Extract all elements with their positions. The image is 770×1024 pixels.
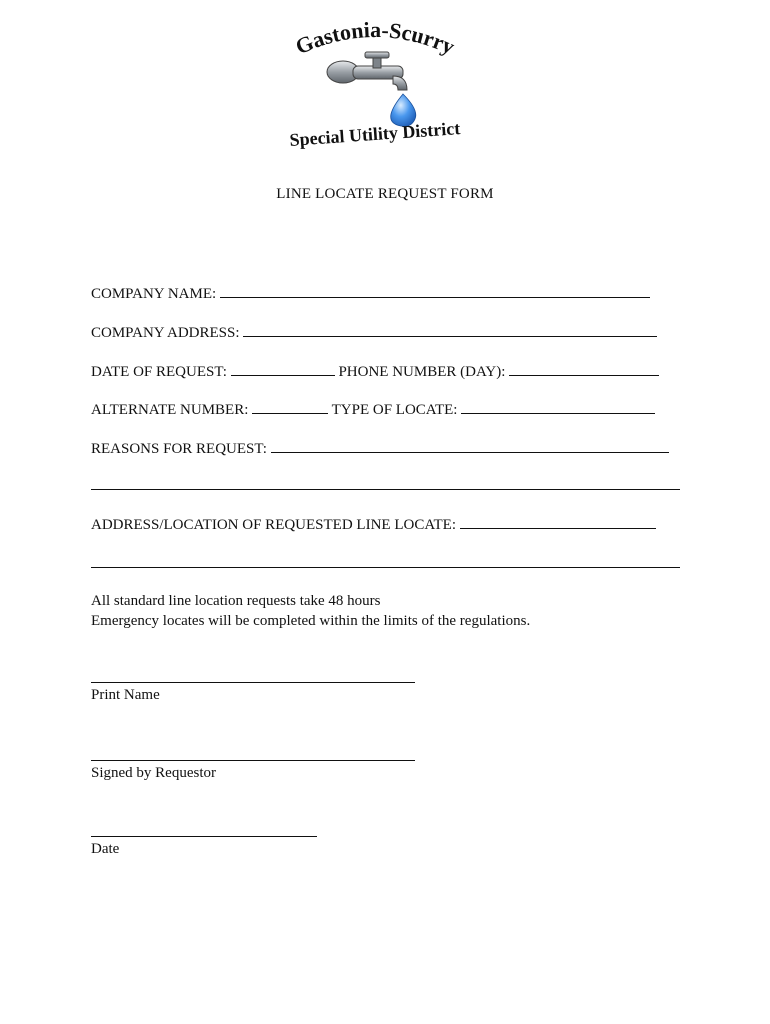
form-title: LINE LOCATE REQUEST FORM xyxy=(276,186,494,202)
address-location-label: ADDRESS/LOCATION OF REQUESTED LINE LOCATE: xyxy=(91,517,456,533)
phone-day-field[interactable] xyxy=(509,361,659,376)
date-field[interactable] xyxy=(91,836,317,837)
company-address-field[interactable] xyxy=(243,322,657,337)
reasons-label: REASONS FOR REQUEST: xyxy=(91,441,267,457)
reasons-field-line-2[interactable] xyxy=(91,489,680,490)
company-name-field[interactable] xyxy=(220,283,650,298)
address-location-field[interactable] xyxy=(460,514,656,529)
print-name-field[interactable] xyxy=(91,682,415,683)
phone-day-label: PHONE NUMBER (DAY): xyxy=(338,364,506,380)
type-of-locate-label: TYPE OF LOCATE: xyxy=(331,402,458,418)
notes-line-2: Emergency locates will be completed within the limits of the regulations. xyxy=(91,613,531,629)
reasons-row xyxy=(91,438,669,458)
address-location-row xyxy=(91,514,656,534)
notes xyxy=(91,591,530,631)
type-of-locate-field[interactable] xyxy=(461,399,655,414)
alternate-type-row xyxy=(91,399,655,419)
signed-by-label: Signed by Requestor xyxy=(91,765,216,781)
alternate-number-label: ALTERNATE NUMBER: xyxy=(91,402,249,418)
date-of-request-label: DATE OF REQUEST: xyxy=(91,364,227,380)
date-phone-row xyxy=(91,361,659,381)
logo-bottom-text: Special Utility District xyxy=(288,118,461,150)
reasons-field[interactable] xyxy=(271,438,669,453)
logo-top-text: Gastonia-Scurry xyxy=(291,18,459,60)
water-faucet-icon xyxy=(327,52,407,90)
date-label: Date xyxy=(91,841,120,857)
company-address-label: COMPANY ADDRESS: xyxy=(91,325,240,341)
notes-line-1: All standard line location requests take 48 hours xyxy=(91,593,381,609)
company-name-row xyxy=(91,283,650,303)
alternate-number-field[interactable] xyxy=(252,399,328,414)
print-name-label: Print Name xyxy=(91,687,160,703)
company-name-label: COMPANY NAME: xyxy=(91,286,217,302)
company-address-row xyxy=(91,322,657,342)
address-location-field-line-2[interactable] xyxy=(91,567,680,568)
signature-field[interactable] xyxy=(91,760,415,761)
date-of-request-field[interactable] xyxy=(231,361,335,376)
gastonia-scurry-logo xyxy=(285,18,465,150)
